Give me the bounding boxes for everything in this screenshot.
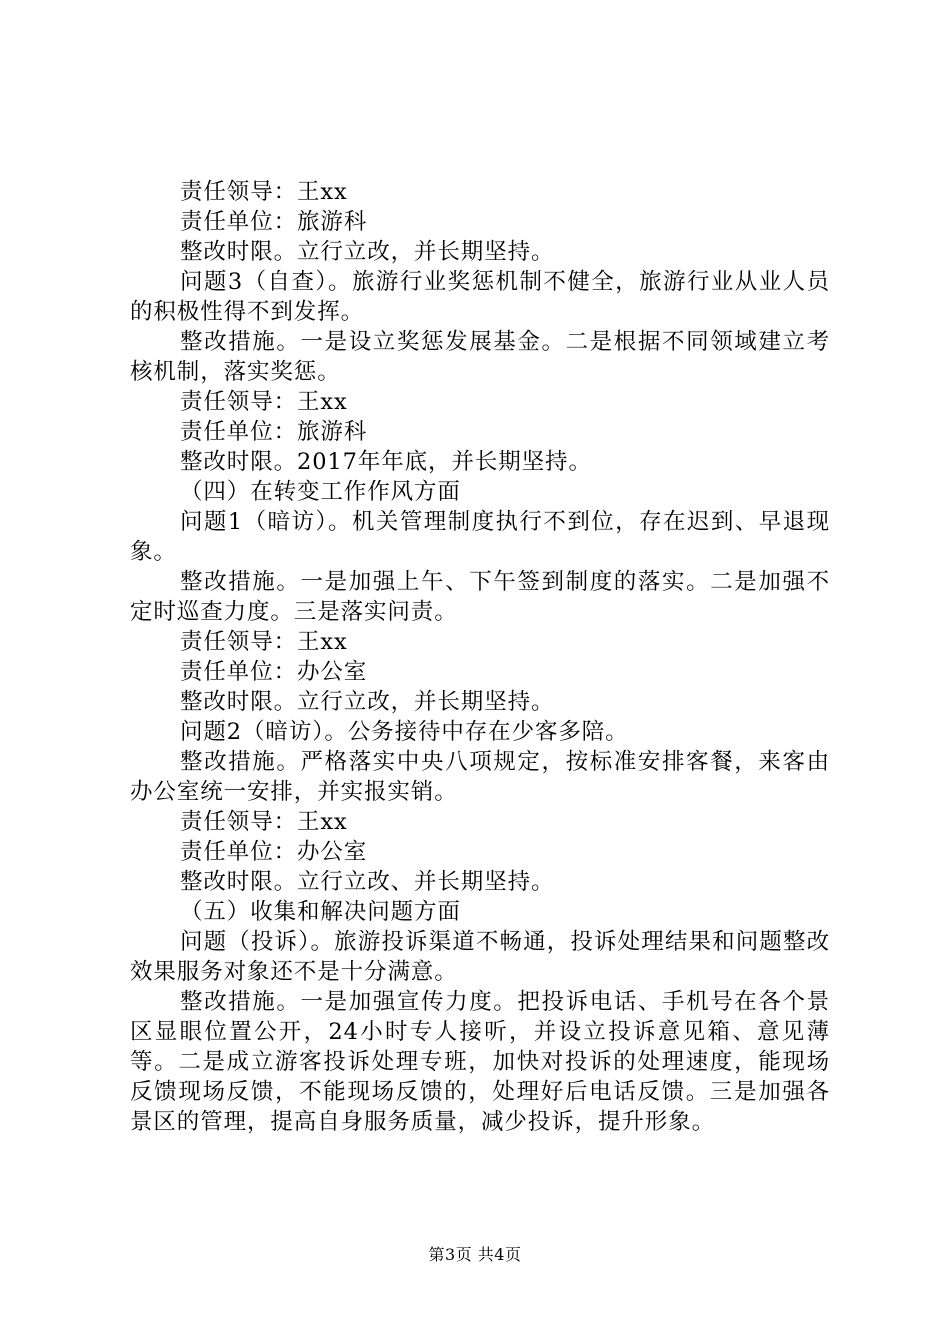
section-heading: （四）在转变工作作风方面	[180, 479, 461, 505]
paragraph-measures: 整改措施。一是加强宣传力度。把投诉电话、手机号在各个景区显眼位置公开，24小时专人接听，并设立投诉意见箱、意见薄等。二是成立游客投诉处理专班，加快对投诉的处理速度，能现场反馈现场反馈，不能现场反馈的，处理好后电话反馈。三是加强各景区的管理，提高自身服务质量，减少投诉，提升形象。	[130, 989, 830, 1135]
paragraph-responsible-unit: 责任单位：办公室	[180, 839, 368, 865]
paragraph-measures: 整改措施。严格落实中央八项规定，按标准安排客餐，来客由办公室统一安排，并实报实销。	[130, 749, 830, 805]
section-heading: （五）收集和解决问题方面	[180, 899, 461, 925]
paragraph-deadline: 整改时限。立行立改、并长期坚持。	[180, 869, 555, 895]
document-body	[130, 177, 830, 1137]
paragraph-issue: 问题3（自查）。旅游行业奖惩机制不健全，旅游行业从业人员的积极性得不到发挥。	[130, 269, 830, 325]
paragraph-deadline: 整改时限。立行立改，并长期坚持。	[180, 239, 555, 265]
paragraph-responsible-leader: 责任领导：王xx	[180, 629, 348, 655]
paragraph-responsible-unit: 责任单位：旅游科	[180, 419, 368, 445]
page-number-label: 第3页 共4页	[428, 1245, 522, 1264]
paragraph-deadline: 整改时限。2017年年底，并长期坚持。	[180, 449, 592, 475]
paragraph-responsible-leader: 责任领导：王xx	[180, 809, 348, 835]
paragraph-responsible-unit: 责任单位：旅游科	[180, 209, 368, 235]
paragraph-deadline: 整改时限。立行立改，并长期坚持。	[180, 689, 555, 715]
paragraph-issue: 问题2（暗访）。公务接待中存在少客多陪。	[180, 719, 629, 745]
paragraph-measures: 整改措施。一是设立奖惩发展基金。二是根据不同领域建立考核机制，落实奖惩。	[130, 329, 830, 385]
page-footer	[0, 1244, 950, 1266]
paragraph-responsible-leader: 责任领导：王xx	[180, 179, 348, 205]
paragraph-responsible-leader: 责任领导：王xx	[180, 389, 348, 415]
paragraph-issue: 问题1（暗访）。机关管理制度执行不到位，存在迟到、早退现象。	[130, 509, 830, 565]
paragraph-responsible-unit: 责任单位：办公室	[180, 659, 368, 685]
paragraph-issue: 问题（投诉）。旅游投诉渠道不畅通，投诉处理结果和问题整改效果服务对象还不是十分满意。	[130, 929, 830, 985]
paragraph-measures: 整改措施。一是加强上午、下午签到制度的落实。二是加强不定时巡查力度。三是落实问责。	[130, 569, 830, 625]
